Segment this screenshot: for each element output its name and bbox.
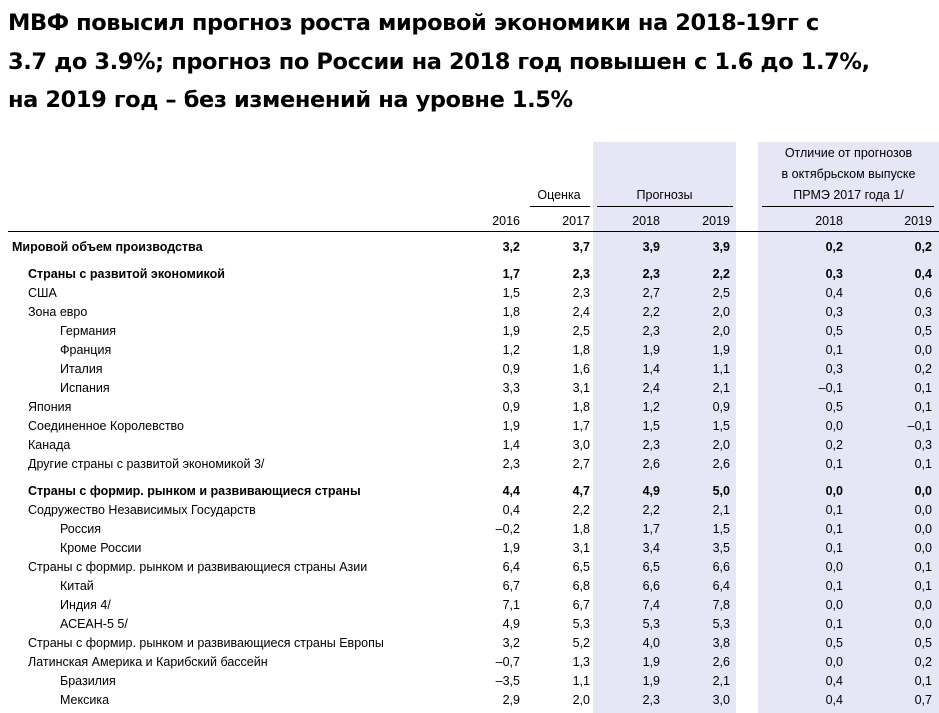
row-label: Италия xyxy=(60,362,103,376)
headline-russia-2018: 1.7% xyxy=(800,48,862,75)
value-cell: 0,4 xyxy=(825,693,843,707)
value-cell: 2,3 xyxy=(642,267,660,281)
value-cell: 0,0 xyxy=(914,484,932,498)
value-cell: 0,0 xyxy=(914,617,932,631)
value-cell: 0,1 xyxy=(914,560,932,574)
row-label: Другие страны с развитой экономикой 3/ xyxy=(28,457,265,471)
value-cell: 1,9 xyxy=(642,655,660,669)
value-cell: 3,7 xyxy=(572,240,590,254)
value-cell: 0,1 xyxy=(825,522,843,536)
value-cell: 0,5 xyxy=(914,636,932,650)
value-cell: 1,5 xyxy=(712,522,730,536)
value-cell: 2,1 xyxy=(712,674,730,688)
value-cell: 2,9 xyxy=(502,693,520,707)
value-cell: 4,7 xyxy=(572,484,590,498)
value-cell: –0,1 xyxy=(907,419,932,433)
value-cell: 2,0 xyxy=(712,305,730,319)
value-cell: 0,1 xyxy=(914,381,932,395)
value-cell: 3,1 xyxy=(572,381,590,395)
value-cell: –0,7 xyxy=(495,655,520,669)
value-cell: 2,0 xyxy=(712,438,730,452)
value-cell: 0,7 xyxy=(914,693,932,707)
value-cell: 2,5 xyxy=(712,286,730,300)
value-cell: 1,9 xyxy=(502,541,520,555)
value-cell: 0,4 xyxy=(825,674,843,688)
header-estimate: Оценка xyxy=(537,188,581,202)
value-cell: 0,3 xyxy=(825,305,843,319)
header-bottom-rule xyxy=(8,231,939,232)
value-cell: –0,1 xyxy=(818,381,843,395)
value-cell: 0,0 xyxy=(825,560,843,574)
row-label: Мировой объем производства xyxy=(12,240,203,254)
year-header: 2016 xyxy=(492,214,520,228)
value-cell: 0,0 xyxy=(914,503,932,517)
value-cell: 6,4 xyxy=(712,579,730,593)
year-header: 2019 xyxy=(702,214,730,228)
value-cell: 7,4 xyxy=(642,598,660,612)
value-cell: 1,9 xyxy=(642,674,660,688)
value-cell: 2,3 xyxy=(572,267,590,281)
value-cell: 6,8 xyxy=(572,579,590,593)
value-cell: 2,3 xyxy=(502,457,520,471)
value-cell: 3,5 xyxy=(712,541,730,555)
row-label: Страны с формир. рынком и развивающиеся страны xyxy=(28,484,361,498)
value-cell: 0,4 xyxy=(502,503,520,517)
value-cell: 1,9 xyxy=(502,419,520,433)
value-cell: 0,3 xyxy=(825,267,843,281)
value-cell: 1,3 xyxy=(572,655,590,669)
row-label: Страны с формир. рынком и развивающиеся страны Азии xyxy=(28,560,368,574)
value-cell: 0,0 xyxy=(825,655,843,669)
value-cell: 1,5 xyxy=(502,286,520,300)
value-cell: 3,9 xyxy=(712,240,730,254)
headline-world-forecast: 3.9% xyxy=(94,48,156,75)
value-cell: 0,0 xyxy=(914,343,932,357)
value-cell: 3,1 xyxy=(572,541,590,555)
value-cell: 1,9 xyxy=(642,343,660,357)
row-label: Россия xyxy=(60,522,101,536)
value-cell: 0,0 xyxy=(825,419,843,433)
value-cell: 0,2 xyxy=(914,240,932,254)
row-label: Латинская Америка и Карибский бассейн xyxy=(28,655,268,669)
value-cell: 5,3 xyxy=(572,617,590,631)
value-cell: 6,4 xyxy=(502,560,520,574)
year-header: 2019 xyxy=(904,214,932,228)
value-cell: 6,7 xyxy=(502,579,520,593)
row-label: Страны с формир. рынком и развивающиеся страны Европы xyxy=(28,636,384,650)
row-label: Испания xyxy=(60,381,110,395)
value-cell: 0,1 xyxy=(914,579,932,593)
value-cell: 4,9 xyxy=(502,617,520,631)
value-cell: 1,1 xyxy=(572,674,590,688)
value-cell: 0,0 xyxy=(914,598,932,612)
value-cell: 7,8 xyxy=(712,598,730,612)
value-cell: 0,1 xyxy=(914,400,932,414)
value-cell: 1,8 xyxy=(572,522,590,536)
value-cell: 2,2 xyxy=(572,503,590,517)
value-cell: 1,6 xyxy=(572,362,590,376)
value-cell: 2,7 xyxy=(572,457,590,471)
value-cell: 2,6 xyxy=(712,457,730,471)
value-cell: 0,2 xyxy=(825,240,843,254)
value-cell: 2,3 xyxy=(642,438,660,452)
headline-russia-2019: 1.5% xyxy=(511,87,573,113)
value-cell: 6,6 xyxy=(642,579,660,593)
value-cell: 0,0 xyxy=(914,541,932,555)
value-cell: 3,8 xyxy=(712,636,730,650)
value-cell: 0,1 xyxy=(914,457,932,471)
value-cell: 0,3 xyxy=(914,438,932,452)
row-label: Страны с развитой экономикой xyxy=(28,267,225,281)
value-cell: –0,2 xyxy=(495,522,520,536)
header-diff-line-2: в октябрьском выпуске xyxy=(781,167,916,181)
value-cell: 0,5 xyxy=(914,324,932,338)
value-cell: 2,1 xyxy=(712,503,730,517)
value-cell: 0,2 xyxy=(914,362,932,376)
value-cell: 6,6 xyxy=(712,560,730,574)
header-forecasts: Прогнозы xyxy=(636,188,693,202)
headline-line-2c: ; прогноз по России на 2018 год повышен с 1.6 до xyxy=(155,48,801,75)
value-cell: 1,4 xyxy=(502,438,520,452)
value-cell: 0,3 xyxy=(914,305,932,319)
value-cell: 3,2 xyxy=(502,240,520,254)
value-cell: 0,2 xyxy=(825,438,843,452)
row-label: Зона евро xyxy=(28,305,88,319)
value-cell: 0,3 xyxy=(825,362,843,376)
value-cell: 5,3 xyxy=(712,617,730,631)
value-cell: 5,3 xyxy=(642,617,660,631)
value-cell: 2,5 xyxy=(572,324,590,338)
value-cell: 3,4 xyxy=(642,541,660,555)
value-cell: 0,5 xyxy=(825,400,843,414)
value-cell: 0,1 xyxy=(825,617,843,631)
header-diff-line-1: Отличие от прогнозов xyxy=(784,146,913,160)
value-cell: 0,0 xyxy=(914,522,932,536)
row-label: Япония xyxy=(28,400,72,414)
value-cell: 0,9 xyxy=(502,362,520,376)
value-cell: 2,2 xyxy=(712,267,730,281)
value-cell: 0,1 xyxy=(825,541,843,555)
value-cell: 1,8 xyxy=(572,400,590,414)
value-cell: 0,1 xyxy=(825,343,843,357)
headline xyxy=(8,4,933,120)
value-cell: 2,6 xyxy=(642,457,660,471)
header-rule-estimate xyxy=(530,206,590,207)
value-cell: 0,9 xyxy=(712,400,730,414)
row-label: Китай xyxy=(60,579,94,593)
value-cell: 2,3 xyxy=(642,693,660,707)
value-cell: 5,2 xyxy=(572,636,590,650)
value-cell: 4,0 xyxy=(642,636,660,650)
header-rule-forecasts xyxy=(597,206,733,207)
value-cell: 2,3 xyxy=(572,286,590,300)
value-cell: 1,4 xyxy=(642,362,660,376)
row-label: Канада xyxy=(28,438,71,452)
value-cell: 6,7 xyxy=(572,598,590,612)
row-label: Бразилия xyxy=(60,674,116,688)
year-header: 2018 xyxy=(632,214,660,228)
value-cell: 0,2 xyxy=(914,655,932,669)
value-cell: 1,5 xyxy=(712,419,730,433)
value-cell: 1,7 xyxy=(502,267,520,281)
value-cell: 0,4 xyxy=(914,267,932,281)
value-cell: 6,5 xyxy=(642,560,660,574)
value-cell: 2,3 xyxy=(642,324,660,338)
value-cell: 1,7 xyxy=(642,522,660,536)
value-cell: 4,9 xyxy=(642,484,660,498)
row-label: Содружество Независимых Государств xyxy=(28,503,256,517)
headline-line-3a: на 2019 год – без изменений на уровне xyxy=(8,87,512,113)
value-cell: 2,2 xyxy=(642,503,660,517)
headline-line-2a: 3.7 до xyxy=(8,48,95,75)
value-cell: 1,8 xyxy=(572,343,590,357)
row-label: США xyxy=(28,286,57,300)
value-cell: 5,0 xyxy=(712,484,730,498)
value-cell: 2,4 xyxy=(642,381,660,395)
headline-line-2e: , xyxy=(861,48,870,75)
value-cell: 0,1 xyxy=(914,674,932,688)
row-label: Мексика xyxy=(60,693,110,707)
value-cell: 1,5 xyxy=(642,419,660,433)
row-label: Индия 4/ xyxy=(60,598,111,612)
value-cell: 1,7 xyxy=(572,419,590,433)
value-cell: 2,1 xyxy=(712,381,730,395)
year-header: 2018 xyxy=(815,214,843,228)
value-cell: –3,5 xyxy=(495,674,520,688)
year-header: 2017 xyxy=(562,214,590,228)
value-cell: 1,2 xyxy=(642,400,660,414)
value-cell: 2,0 xyxy=(572,693,590,707)
value-cell: 0,1 xyxy=(825,579,843,593)
value-cell: 0,9 xyxy=(502,400,520,414)
value-cell: 2,7 xyxy=(642,286,660,300)
value-cell: 0,0 xyxy=(825,598,843,612)
value-cell: 1,9 xyxy=(712,343,730,357)
value-cell: 0,6 xyxy=(914,286,932,300)
value-cell: 7,1 xyxy=(502,598,520,612)
row-label: АСЕАН-5 5/ xyxy=(60,617,128,631)
row-label: Германия xyxy=(60,324,117,338)
value-cell: 0,4 xyxy=(825,286,843,300)
row-label: Соединенное Королевство xyxy=(28,419,185,433)
value-cell: 0,5 xyxy=(825,636,843,650)
value-cell: 1,8 xyxy=(502,305,520,319)
value-cell: 3,0 xyxy=(712,693,730,707)
value-cell: 1,9 xyxy=(502,324,520,338)
value-cell: 2,6 xyxy=(712,655,730,669)
row-label: Кроме России xyxy=(60,541,142,555)
value-cell: 6,5 xyxy=(572,560,590,574)
row-label: Франция xyxy=(60,343,112,357)
headline-line-1: МВФ повысил прогноз роста мировой экономики на 2018-19гг с xyxy=(8,10,819,36)
value-cell: 1,2 xyxy=(502,343,520,357)
value-cell: 4,4 xyxy=(502,484,520,498)
header-diff-line-3: ПРМЭ 2017 года 1/ xyxy=(793,188,904,202)
value-cell: 3,3 xyxy=(502,381,520,395)
value-cell: 2,0 xyxy=(712,324,730,338)
value-cell: 0,1 xyxy=(825,457,843,471)
header-rule-diff xyxy=(762,206,934,207)
value-cell: 3,0 xyxy=(572,438,590,452)
value-cell: 1,1 xyxy=(712,362,730,376)
value-cell: 0,0 xyxy=(825,484,843,498)
value-cell: 0,1 xyxy=(825,503,843,517)
value-cell: 0,5 xyxy=(825,324,843,338)
value-cell: 2,4 xyxy=(572,305,590,319)
value-cell: 3,2 xyxy=(502,636,520,650)
value-cell: 3,9 xyxy=(642,240,660,254)
value-cell: 2,2 xyxy=(642,305,660,319)
